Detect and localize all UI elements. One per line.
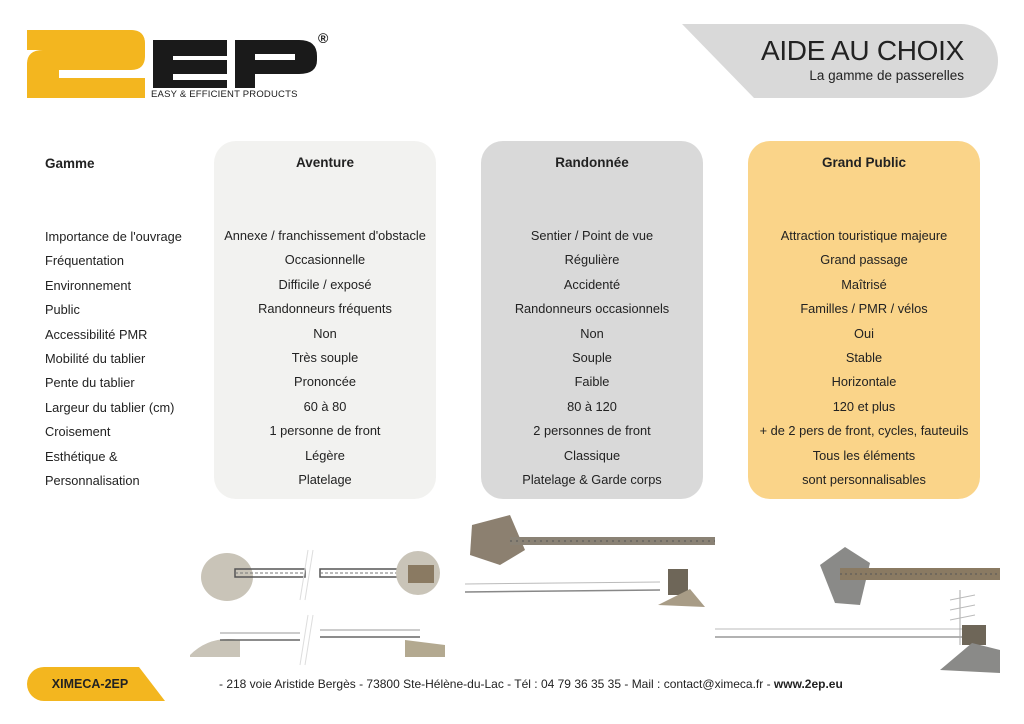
table-cell: 2 personnes de front: [533, 423, 651, 439]
registered-mark: ®: [318, 30, 329, 46]
column-header-aventure: Aventure: [295, 155, 354, 170]
values-randonnee: [481, 227, 703, 495]
page-subtitle: La gamme de passerelles: [809, 68, 964, 83]
bridge-illustrations: [180, 505, 1010, 680]
values-aventure: [214, 227, 436, 495]
table-cell: Tous les éléments: [812, 447, 916, 463]
table-cell: Très souple: [291, 349, 359, 365]
row-label: Public: [45, 302, 80, 318]
row-label: Environnement: [45, 277, 132, 293]
table-cell: Faible: [574, 374, 610, 390]
aventure-bridge-side-view: [190, 615, 445, 665]
table-cell: Familles / PMR / vélos: [800, 301, 928, 317]
table-cell: Platelage: [298, 471, 352, 487]
row-label: Fréquentation: [45, 253, 124, 269]
table-cell: Oui: [854, 325, 874, 341]
table-cell: 60 à 80: [303, 398, 347, 414]
row-label: Personnalisation: [45, 472, 140, 488]
randonnee-bridge-top-view: [470, 515, 715, 565]
table-cell: Horizontale: [831, 374, 897, 390]
table-cell: Annexe / franchissement d'obstacle: [224, 228, 426, 243]
table-cell: Légère: [305, 447, 345, 463]
aventure-bridge-top-view: [201, 550, 440, 601]
table-cell: Platelage & Garde corps: [522, 471, 662, 487]
randonnee-bridge-side-view: [465, 569, 705, 607]
row-label: Importance de l'ouvrage: [45, 229, 182, 244]
brand-logo: [27, 30, 337, 100]
range-label-header: Gamme: [45, 156, 95, 171]
table-cell: Attraction touristique majeure: [780, 228, 948, 243]
table-cell: Souple: [572, 349, 612, 365]
table-cell: Maîtrisé: [841, 276, 887, 292]
row-label: Mobilité du tablier: [45, 350, 146, 366]
page-title: AIDE AU CHOIX: [760, 35, 964, 66]
row-labels: [45, 228, 215, 496]
table-cell: Régulière: [564, 252, 620, 268]
table-cell: 120 et plus: [832, 398, 896, 414]
table-cell: Classique: [563, 447, 621, 463]
table-cell: sont personnalisables: [802, 471, 926, 487]
table-cell: Grand passage: [820, 252, 908, 268]
table-cell: Sentier / Point de vue: [530, 228, 654, 243]
table-cell: Randonneurs fréquents: [258, 301, 392, 317]
table-cell: Non: [580, 325, 604, 341]
table-cell: Stable: [845, 349, 883, 365]
header-banner: [682, 24, 998, 98]
table-cell: Difficile / exposé: [278, 276, 372, 292]
row-label: Esthétique &: [45, 448, 118, 464]
grand-public-bridge-top-view: [820, 547, 1000, 605]
values-grand-public: [748, 227, 980, 495]
table-cell: Prononcée: [294, 374, 356, 390]
website-link[interactable]: www.2ep.eu: [773, 677, 843, 691]
footer-address: - 218 voie Aristide Bergès - 73800 Ste-Hélène-du-Lac - Tél : 04 79 36 35 35 - Mail : contact@ximeca.fr -: [219, 677, 774, 691]
column-header-randonnee: Randonnée: [555, 155, 629, 170]
row-label: Pente du tablier: [45, 375, 135, 391]
table-cell: Randonneurs occasionnels: [514, 301, 670, 317]
footer-contact: [219, 677, 843, 691]
row-label: Croisement: [45, 424, 111, 440]
row-label: Largeur du tablier (cm): [45, 399, 175, 415]
table-cell: 80 à 120: [567, 398, 617, 414]
table-cell: Accidenté: [563, 276, 621, 292]
row-label: Accessibilité PMR: [45, 326, 148, 342]
footer-badge-label: XIMECA-2EP: [51, 677, 129, 691]
table-cell: Occasionnelle: [284, 252, 366, 268]
footer-badge: [27, 667, 165, 701]
table-cell: + de 2 pers de front, cycles, fauteuils: [759, 423, 969, 439]
logo-tagline: EASY & EFFICIENT PRODUCTS: [151, 89, 298, 100]
table-cell: 1 personne de front: [269, 423, 381, 439]
column-header-grand-public: Grand Public: [821, 155, 906, 170]
table-cell: Non: [313, 325, 337, 341]
